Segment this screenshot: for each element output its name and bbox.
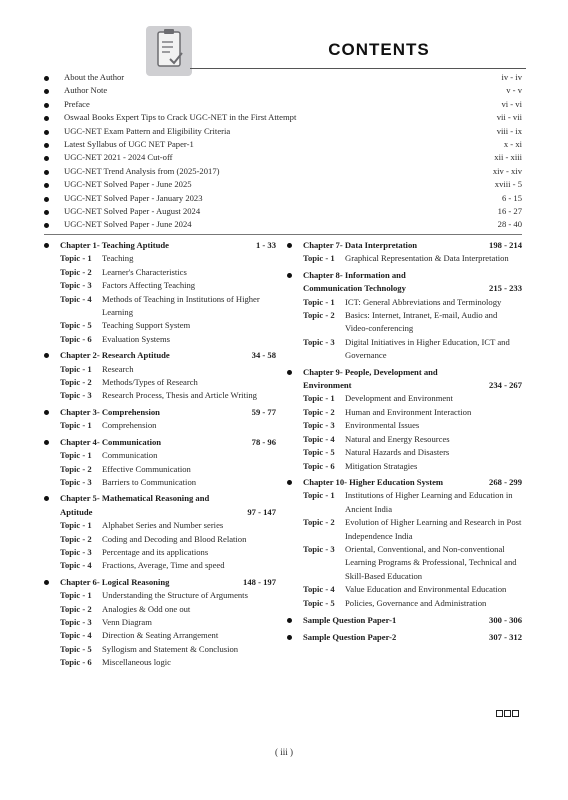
topic-label: Topic - 1 xyxy=(60,420,92,431)
topic-title: Oriental, Conventional, and Non-conventional Learning Programs & Professional, Technical and Skill-Based Education xyxy=(345,543,517,581)
topic-label: Topic - 1 xyxy=(60,253,92,264)
chapter-entry xyxy=(44,576,276,670)
topic-label: Topic - 2 xyxy=(60,603,92,614)
chapter-entry xyxy=(44,349,276,403)
topic-item xyxy=(287,489,522,516)
front-matter-label: UGC-NET Solved Paper - January 2023 xyxy=(64,192,203,203)
topic-title: Human and Environment Interaction xyxy=(345,406,472,417)
topic-label: Topic - 4 xyxy=(60,293,92,304)
topic-title: Fractions, Average, Time and speed xyxy=(102,560,225,571)
chapter-entry xyxy=(287,476,522,610)
chapter-pages: 97 - 147 xyxy=(247,506,276,517)
topic-title: Direction & Seating Arrangement xyxy=(102,630,219,641)
list-item xyxy=(44,84,522,97)
topic-label: Topic - 2 xyxy=(60,533,92,544)
topic-label: Topic - 2 xyxy=(60,463,92,474)
topic-item xyxy=(287,336,522,363)
topic-label: Topic - 3 xyxy=(60,280,92,291)
topic-item xyxy=(44,333,276,346)
chapter-heading xyxy=(44,436,276,449)
bullet-icon xyxy=(44,440,49,445)
page-number: ( iii ) xyxy=(275,747,293,757)
topic-item xyxy=(44,463,276,476)
topic-title: Natural Hazards and Disasters xyxy=(345,447,450,458)
topic-label: Topic - 4 xyxy=(303,584,335,595)
topic-label: Topic - 5 xyxy=(303,447,335,458)
topic-label: Topic - 3 xyxy=(303,336,335,347)
bullet-icon xyxy=(287,273,292,278)
topic-title: Methods of Teaching in Institutions of Higher Learning xyxy=(102,293,260,318)
topic-item xyxy=(44,419,276,432)
list-item xyxy=(44,205,522,218)
topic-item xyxy=(44,533,276,546)
list-item xyxy=(44,192,522,205)
end-square xyxy=(496,710,503,717)
chapter-heading xyxy=(287,476,522,489)
chapter-entry xyxy=(287,631,522,644)
topic-label: Topic - 1 xyxy=(60,363,92,374)
front-matter-label: UGC-NET Solved Paper - June 2024 xyxy=(64,219,192,230)
front-matter-label: Latest Syllabus of UGC NET Paper-1 xyxy=(64,138,194,149)
topic-title: Research Process, Thesis and Article Writing xyxy=(102,390,257,401)
topic-title: Percentage and its applications xyxy=(102,546,209,557)
topic-label: Topic - 6 xyxy=(60,333,92,344)
topic-item xyxy=(44,546,276,559)
topic-item xyxy=(287,406,522,419)
front-matter-label: Author Note xyxy=(64,85,108,96)
topic-item xyxy=(287,516,522,543)
chapter-entry xyxy=(44,406,276,433)
front-matter-pages: v - v xyxy=(506,85,522,96)
topic-title: Barriers to Communication xyxy=(102,476,197,487)
topic-title: Policies, Governance and Administration xyxy=(345,597,487,608)
chapter-heading xyxy=(44,349,276,362)
chapter-entry xyxy=(287,366,522,473)
topic-item xyxy=(44,389,276,402)
topic-item xyxy=(44,603,276,616)
topic-item xyxy=(44,252,276,265)
topic-label: Topic - 5 xyxy=(303,597,335,608)
front-matter-label: UGC-NET Trend Analysis from (2025-2017) xyxy=(64,165,220,176)
topic-item xyxy=(287,460,522,473)
topic-item xyxy=(44,629,276,642)
front-matter-pages: 16 - 27 xyxy=(497,205,522,216)
topic-label: Topic - 2 xyxy=(60,377,92,388)
topic-item xyxy=(44,559,276,572)
bullet-icon xyxy=(287,480,292,485)
topic-title: Mitigation Stratagies xyxy=(345,460,418,471)
chapter-pages: 268 - 299 xyxy=(489,476,522,487)
topic-item xyxy=(44,376,276,389)
topic-item xyxy=(44,616,276,629)
front-matter-pages: vii - vii xyxy=(496,112,522,123)
chapter-pages: 148 - 197 xyxy=(243,576,276,587)
topic-item xyxy=(44,319,276,332)
front-matter-label: Oswaal Books Expert Tips to Crack UGC-NET in the First Attempt xyxy=(64,112,297,123)
topic-item xyxy=(287,583,522,596)
topic-item xyxy=(44,293,276,320)
list-item xyxy=(44,165,522,178)
chapter-title: Sample Question Paper-2 xyxy=(303,632,397,643)
topic-title: Communication xyxy=(102,450,158,461)
topic-item xyxy=(44,266,276,279)
topic-item xyxy=(44,363,276,376)
topic-title: Comprehension xyxy=(102,420,157,431)
section-divider xyxy=(44,234,522,235)
bullet-icon xyxy=(44,183,49,188)
topic-item xyxy=(44,279,276,292)
front-matter-pages: x - xi xyxy=(503,138,522,149)
chapter-heading xyxy=(287,269,522,296)
chapters-right-column xyxy=(287,239,522,648)
chapters-left-column xyxy=(44,239,276,673)
title-rule xyxy=(190,68,526,69)
chapter-entry xyxy=(44,239,276,346)
front-matter-label: About the Author xyxy=(64,72,125,82)
topic-item xyxy=(287,543,522,583)
chapter-entry xyxy=(287,614,522,627)
topic-item xyxy=(44,589,276,602)
topic-item xyxy=(44,643,276,656)
chapter-heading xyxy=(287,631,522,644)
bullet-icon xyxy=(44,130,49,135)
chapter-heading xyxy=(44,492,276,519)
chapter-entry xyxy=(44,492,276,572)
topic-label: Topic - 4 xyxy=(60,560,92,571)
topic-item xyxy=(287,296,522,309)
list-item xyxy=(44,151,522,164)
topic-title: Natural and Energy Resources xyxy=(345,433,450,444)
front-matter-pages: xii - xiii xyxy=(494,152,522,163)
chapter-title: Chapter 7- Data Interpretation xyxy=(303,240,418,250)
topic-label: Topic - 3 xyxy=(60,390,92,401)
topic-item xyxy=(287,309,522,336)
list-item xyxy=(44,218,522,231)
bullet-icon xyxy=(44,156,49,161)
topic-item xyxy=(44,656,276,669)
bullet-icon xyxy=(287,243,292,248)
end-mark xyxy=(496,710,519,717)
topic-label: Topic - 1 xyxy=(303,296,335,307)
bullet-icon xyxy=(44,243,49,248)
bullet-icon xyxy=(44,116,49,121)
chapter-entry xyxy=(287,269,522,363)
topic-label: Topic - 1 xyxy=(303,253,335,264)
chapter-pages: 34 - 58 xyxy=(251,350,276,361)
topic-label: Topic - 2 xyxy=(60,266,92,277)
chapter-title: Chapter 1- Teaching Aptitude xyxy=(60,240,169,250)
topic-title: Value Education and Environmental Education xyxy=(345,584,507,595)
clipboard-check-icon xyxy=(146,26,192,76)
topic-item xyxy=(287,446,522,459)
topic-title: Basics: Internet, Intranet, E-mail, Audio and Video-conferencing xyxy=(345,310,498,334)
topic-item xyxy=(44,519,276,532)
topic-label: Topic - 1 xyxy=(60,450,92,461)
bullet-icon xyxy=(44,89,49,94)
topic-label: Topic - 3 xyxy=(303,543,335,554)
bullet-icon xyxy=(44,170,49,175)
topic-item xyxy=(44,476,276,489)
topic-title: Environmental Issues xyxy=(345,420,420,431)
topic-label: Topic - 1 xyxy=(303,490,335,501)
front-matter-label: UGC-NET Solved Paper - August 2024 xyxy=(64,205,201,216)
front-matter-pages: vi - vi xyxy=(501,98,522,109)
topic-label: Topic - 6 xyxy=(303,460,335,471)
topic-label: Topic - 1 xyxy=(303,393,335,404)
topic-title: Learner's Characteristics xyxy=(102,266,187,277)
front-matter-pages: 28 - 40 xyxy=(497,219,522,230)
front-matter-pages: xiv - xiv xyxy=(492,165,522,176)
topic-title: Miscellaneous logic xyxy=(102,657,171,668)
chapter-pages: 234 - 267 xyxy=(489,380,522,391)
front-matter-label: UGC-NET Solved Paper - June 2025 xyxy=(64,179,192,190)
topic-title: Factors Affecting Teaching xyxy=(102,280,196,291)
front-matter-label: UGC-NET Exam Pattern and Eligibility Criteria xyxy=(64,125,231,136)
chapter-title: Chapter 2- Research Aptitude xyxy=(60,350,170,361)
chapter-entry xyxy=(287,239,522,266)
list-item xyxy=(44,111,522,124)
bullet-icon xyxy=(44,197,49,202)
topic-item xyxy=(287,433,522,446)
end-square xyxy=(512,710,519,717)
topic-title: Research xyxy=(102,363,134,374)
list-item xyxy=(44,178,522,191)
topic-title: Coding and Decoding and Blood Relation xyxy=(102,533,247,544)
topic-label: Topic - 3 xyxy=(60,476,92,487)
topic-title: Venn Diagram xyxy=(102,616,152,627)
topic-title: Teaching Support System xyxy=(102,320,191,331)
chapter-title: Chapter 3- Comprehension xyxy=(60,406,160,417)
topic-label: Topic - 3 xyxy=(60,546,92,557)
topic-label: Topic - 4 xyxy=(303,433,335,444)
chapter-pages: 215 - 233 xyxy=(489,283,522,294)
topic-label: Topic - 2 xyxy=(303,310,335,321)
bullet-icon xyxy=(44,76,49,81)
bullet-icon xyxy=(44,410,49,415)
bullet-icon xyxy=(287,618,292,623)
bullet-icon xyxy=(44,210,49,215)
topic-title: Institutions of Higher Learning and Education in Ancient India xyxy=(345,490,513,514)
topic-item xyxy=(287,252,522,265)
topic-title: Evolution of Higher Learning and Research in Post Independence India xyxy=(345,517,522,541)
front-matter-label: Preface xyxy=(64,98,90,109)
front-matter-pages: 6 - 15 xyxy=(501,192,522,203)
topic-title: ICT: General Abbreviations and Terminology xyxy=(345,296,502,307)
topic-label: Topic - 6 xyxy=(60,657,92,668)
bullet-icon xyxy=(287,370,292,375)
topic-label: Topic - 2 xyxy=(303,517,335,528)
chapter-title: Chapter 9- People, Development and Environment xyxy=(303,366,438,391)
topic-label: Topic - 4 xyxy=(60,630,92,641)
chapter-heading xyxy=(287,366,522,393)
page-title: CONTENTS xyxy=(328,40,430,59)
list-item xyxy=(44,125,522,138)
bullet-icon xyxy=(44,223,49,228)
chapter-title: Chapter 6- Logical Reasoning xyxy=(60,576,170,587)
chapter-heading xyxy=(287,239,522,252)
topic-item xyxy=(287,597,522,610)
list-item xyxy=(44,71,522,84)
topic-title: Evaluation Systems xyxy=(102,333,171,344)
bullet-icon xyxy=(44,103,49,108)
topic-title: Methods/Types of Research xyxy=(102,377,198,388)
topic-label: Topic - 2 xyxy=(303,406,335,417)
chapter-heading xyxy=(287,614,522,627)
topic-title: Analogies & Odd one out xyxy=(102,603,191,614)
list-item xyxy=(44,138,522,151)
front-matter-pages: viii - ix xyxy=(496,125,522,136)
topic-title: Syllogism and Statement & Conclusion xyxy=(102,643,239,654)
front-matter-list xyxy=(44,71,522,232)
topic-title: Effective Communication xyxy=(102,463,191,474)
topic-title: Digital Initiatives in Higher Education, ICT and Governance xyxy=(345,336,510,361)
chapter-pages: 300 - 306 xyxy=(489,614,522,625)
bullet-icon xyxy=(44,580,49,585)
chapter-title: Sample Question Paper-1 xyxy=(303,614,397,625)
topic-title: Understanding the Structure of Arguments xyxy=(102,590,248,601)
topic-item xyxy=(287,419,522,432)
front-matter-label: UGC-NET 2021 - 2024 Cut-off xyxy=(64,152,173,163)
chapter-title: Chapter 10- Higher Education System xyxy=(303,476,444,487)
topic-title: Teaching xyxy=(102,253,134,264)
header xyxy=(0,0,568,80)
list-item xyxy=(44,98,522,111)
front-matter-pages: iv - iv xyxy=(501,72,522,82)
bullet-icon xyxy=(44,143,49,148)
chapter-pages: 198 - 214 xyxy=(489,240,522,250)
chapter-title: Chapter 4- Communication xyxy=(60,436,162,447)
chapter-heading xyxy=(44,406,276,419)
chapter-heading xyxy=(44,576,276,589)
chapter-pages: 78 - 96 xyxy=(251,436,276,447)
topic-label: Topic - 1 xyxy=(60,520,92,531)
topic-label: Topic - 5 xyxy=(60,320,92,331)
chapter-pages: 307 - 312 xyxy=(489,632,522,643)
topic-label: Topic - 5 xyxy=(60,643,92,654)
end-square xyxy=(504,710,511,717)
front-matter-pages: xviii - 5 xyxy=(494,179,522,190)
topic-item xyxy=(44,449,276,462)
topic-title: Alphabet Series and Number series xyxy=(102,520,224,531)
topic-title: Graphical Representation & Data Interpretation xyxy=(345,253,509,264)
topic-label: Topic - 1 xyxy=(60,590,92,601)
topic-item xyxy=(287,392,522,405)
chapter-pages: 1 - 33 xyxy=(255,240,276,250)
topic-label: Topic - 3 xyxy=(60,616,92,627)
chapter-title: Chapter 5- Mathematical Reasoning and Aptitude xyxy=(60,493,210,517)
chapter-pages: 59 - 77 xyxy=(251,406,276,417)
chapter-entry xyxy=(44,436,276,490)
chapter-heading xyxy=(44,239,276,252)
topic-title: Development and Environment xyxy=(345,393,453,404)
topic-label: Topic - 3 xyxy=(303,420,335,431)
chapter-title: Chapter 8- Information and Communication Technology xyxy=(303,269,406,294)
